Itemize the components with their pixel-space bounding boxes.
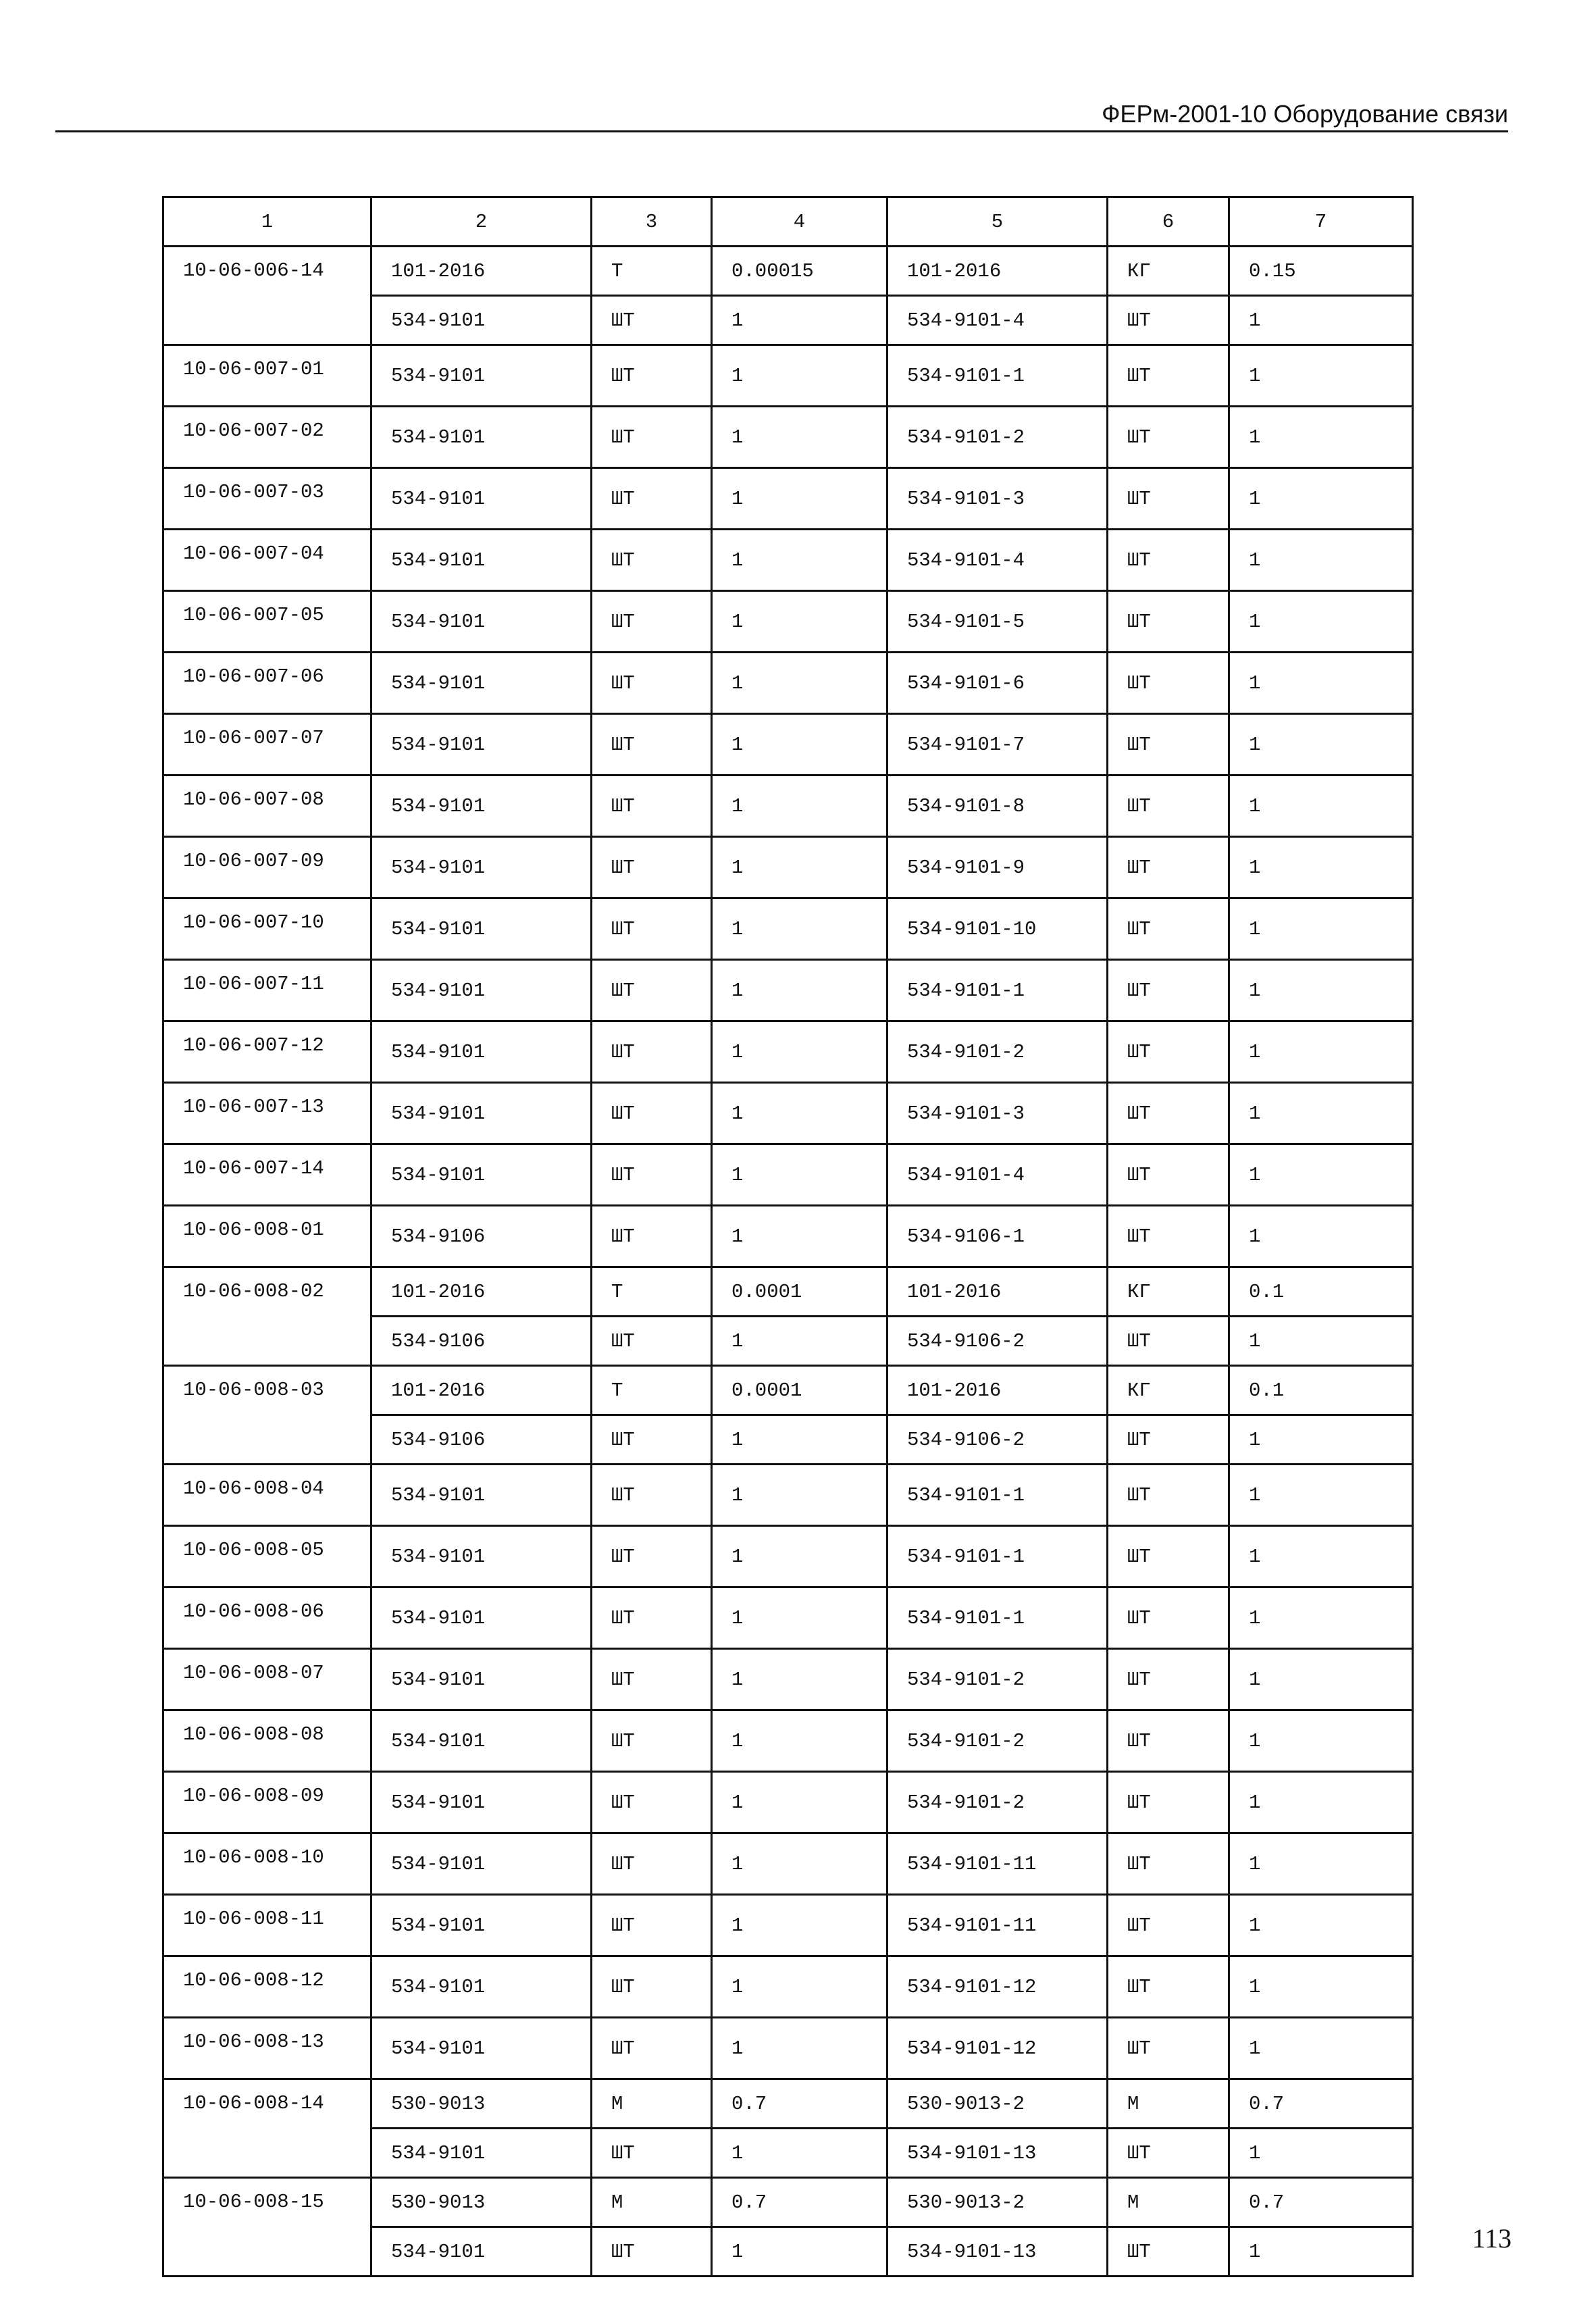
cell-unit: Т [592,1366,712,1415]
cell-material-unit: ШТ [1108,1526,1229,1587]
cell-unit: ШТ [592,898,712,960]
cell-material-quantity: 1 [1229,1649,1413,1710]
column-header: 1 [163,197,371,247]
column-header: 5 [887,197,1108,247]
cell-material-code: 534-9101-1 [887,1465,1108,1526]
cell-quantity: 1 [712,468,887,530]
table-row [163,530,1413,591]
cell-norm-code: 10-06-007-13 [163,1083,371,1144]
cell-resource-code: 534-9101 [371,530,592,591]
cell-norm-code: 10-06-007-07 [163,714,371,776]
cell-norm-code: 10-06-007-08 [163,776,371,837]
cell-resource-code: 534-9101 [371,1772,592,1833]
cell-resource-code: 534-9101 [371,1083,592,1144]
cell-material-unit: ШТ [1108,296,1229,345]
cell-material-code: 530-9013-2 [887,2079,1108,2129]
cell-material-unit: ШТ [1108,837,1229,898]
cell-unit: ШТ [592,530,712,591]
cell-material-quantity: 1 [1229,407,1413,468]
cell-norm-code: 10-06-007-04 [163,530,371,591]
cell-material-unit: ШТ [1108,898,1229,960]
cell-quantity: 0.0001 [712,1366,887,1415]
table-row [163,714,1413,776]
cell-material-quantity: 1 [1229,530,1413,591]
table-header-row [163,197,1413,247]
cell-unit: ШТ [592,1083,712,1144]
cell-material-unit: ШТ [1108,1772,1229,1833]
cell-material-quantity: 1 [1229,1083,1413,1144]
cell-resource-code: 534-9101 [371,1956,592,2018]
cell-quantity: 1 [712,1526,887,1587]
cell-material-quantity: 1 [1229,2018,1413,2079]
cell-unit: ШТ [592,837,712,898]
cell-unit: ШТ [592,1415,712,1465]
cell-norm-code: 10-06-008-04 [163,1465,371,1526]
cell-material-code: 534-9101-3 [887,468,1108,530]
table-row [163,2018,1413,2079]
table-row [163,1366,1413,1415]
table-row [163,591,1413,653]
cell-quantity: 1 [712,1083,887,1144]
cell-material-code: 534-9101-2 [887,1649,1108,1710]
cell-material-code: 534-9101-9 [887,837,1108,898]
cell-material-quantity: 1 [1229,1021,1413,1083]
cell-material-unit: ШТ [1108,591,1229,653]
table-row [163,2079,1413,2129]
cell-material-quantity: 1 [1229,1415,1413,1465]
cell-unit: ШТ [592,1465,712,1526]
cell-material-unit: ШТ [1108,345,1229,407]
cell-material-code: 534-9101-2 [887,407,1108,468]
cell-resource-code: 534-9101 [371,1649,592,1710]
table-row [163,776,1413,837]
cell-resource-code: 530-9013 [371,2178,592,2227]
cell-material-code: 534-9101-2 [887,1021,1108,1083]
cell-resource-code: 534-9101 [371,1021,592,1083]
cell-material-code: 534-9101-11 [887,1895,1108,1956]
cell-resource-code: 534-9101 [371,1144,592,1206]
cell-quantity: 0.0001 [712,1267,887,1317]
table-row [163,247,1413,296]
cell-material-quantity: 1 [1229,1710,1413,1772]
cell-resource-code: 534-9101 [371,714,592,776]
cell-quantity: 1 [712,1144,887,1206]
table-row [163,345,1413,407]
cell-material-code: 530-9013-2 [887,2178,1108,2227]
table-row [163,1956,1413,2018]
cell-material-unit: КГ [1108,1267,1229,1317]
cell-material-code: 534-9101-10 [887,898,1108,960]
cell-material-unit: ШТ [1108,407,1229,468]
cell-unit: ШТ [592,1649,712,1710]
cell-quantity: 1 [712,898,887,960]
cell-resource-code: 534-9101 [371,2227,592,2277]
cell-material-code: 101-2016 [887,1267,1108,1317]
table-row [163,1710,1413,1772]
cell-material-quantity: 0.1 [1229,1366,1413,1415]
cell-unit: М [592,2178,712,2227]
cell-material-unit: ШТ [1108,776,1229,837]
cell-material-quantity: 1 [1229,960,1413,1021]
cell-material-quantity: 1 [1229,1833,1413,1895]
cell-material-unit: ШТ [1108,714,1229,776]
cell-material-code: 534-9101-4 [887,530,1108,591]
cell-unit: ШТ [592,1833,712,1895]
cell-unit: ШТ [592,407,712,468]
cell-unit: ШТ [592,714,712,776]
cell-norm-code: 10-06-007-03 [163,468,371,530]
cell-unit: ШТ [592,960,712,1021]
cell-material-quantity: 1 [1229,1772,1413,1833]
cell-norm-code: 10-06-008-12 [163,1956,371,2018]
table-row [163,1772,1413,1833]
cell-material-quantity: 1 [1229,345,1413,407]
cell-material-code: 534-9101-1 [887,960,1108,1021]
cell-unit: ШТ [592,1772,712,1833]
table-row [163,407,1413,468]
table-row [163,1206,1413,1267]
cell-unit: ШТ [592,2129,712,2178]
cell-resource-code: 534-9101 [371,653,592,714]
cell-resource-code: 534-9101 [371,776,592,837]
cell-unit: ШТ [592,1526,712,1587]
cell-quantity: 1 [712,345,887,407]
cell-material-quantity: 0.7 [1229,2178,1413,2227]
table-row [163,1526,1413,1587]
cell-material-code: 534-9106-2 [887,1415,1108,1465]
cell-unit: ШТ [592,776,712,837]
cell-norm-code: 10-06-007-14 [163,1144,371,1206]
cell-material-code: 534-9101-11 [887,1833,1108,1895]
cell-material-quantity: 1 [1229,837,1413,898]
table-row [163,1587,1413,1649]
cell-norm-code: 10-06-007-11 [163,960,371,1021]
cell-material-unit: ШТ [1108,1415,1229,1465]
cell-quantity: 1 [712,2129,887,2178]
cell-quantity: 1 [712,1317,887,1366]
cell-resource-code: 534-9106 [371,1317,592,1366]
cell-material-quantity: 1 [1229,776,1413,837]
cell-unit: ШТ [592,1317,712,1366]
cell-material-quantity: 1 [1229,1465,1413,1526]
cell-quantity: 1 [712,1895,887,1956]
cell-material-quantity: 1 [1229,2129,1413,2178]
cell-material-unit: КГ [1108,1366,1229,1415]
cell-material-quantity: 1 [1229,2227,1413,2277]
cell-resource-code: 101-2016 [371,1267,592,1317]
header-rule [55,130,1508,132]
cell-material-quantity: 1 [1229,468,1413,530]
cell-material-quantity: 1 [1229,1144,1413,1206]
table-row [163,1895,1413,1956]
cell-norm-code: 10-06-008-11 [163,1895,371,1956]
cell-material-code: 101-2016 [887,1366,1108,1415]
cell-material-unit: М [1108,2079,1229,2129]
cell-unit: ШТ [592,1587,712,1649]
cell-unit: ШТ [592,468,712,530]
cell-material-quantity: 1 [1229,653,1413,714]
cell-quantity: 1 [712,296,887,345]
cell-material-code: 101-2016 [887,247,1108,296]
cell-quantity: 1 [712,1021,887,1083]
cell-norm-code: 10-06-007-02 [163,407,371,468]
cell-norm-code: 10-06-007-09 [163,837,371,898]
cell-norm-code: 10-06-008-15 [163,2178,371,2277]
table-row [163,1465,1413,1526]
cell-norm-code: 10-06-008-03 [163,1366,371,1465]
cell-unit: ШТ [592,591,712,653]
cell-unit: ШТ [592,1710,712,1772]
cell-quantity: 1 [712,837,887,898]
cell-quantity: 1 [712,1465,887,1526]
column-header: 6 [1108,197,1229,247]
cell-resource-code: 534-9101 [371,591,592,653]
cell-material-code: 534-9101-13 [887,2129,1108,2178]
cell-norm-code: 10-06-007-10 [163,898,371,960]
cell-unit: ШТ [592,2018,712,2079]
cell-material-code: 534-9101-4 [887,296,1108,345]
cell-material-quantity: 1 [1229,714,1413,776]
cell-material-quantity: 1 [1229,1956,1413,2018]
cell-resource-code: 534-9101 [371,1833,592,1895]
cell-unit: ШТ [592,2227,712,2277]
cell-quantity: 1 [712,714,887,776]
cell-material-code: 534-9101-8 [887,776,1108,837]
cell-material-quantity: 1 [1229,1895,1413,1956]
cell-norm-code: 10-06-006-14 [163,247,371,345]
cell-quantity: 1 [712,1206,887,1267]
table-row [163,898,1413,960]
cell-material-quantity: 0.7 [1229,2079,1413,2129]
cell-material-unit: ШТ [1108,2227,1229,2277]
cell-quantity: 1 [712,591,887,653]
cell-material-code: 534-9101-1 [887,1587,1108,1649]
table-row [163,468,1413,530]
cell-material-unit: ШТ [1108,1317,1229,1366]
cell-material-quantity: 0.15 [1229,247,1413,296]
cell-quantity: 1 [712,776,887,837]
cell-unit: ШТ [592,345,712,407]
cell-resource-code: 534-9101 [371,2129,592,2178]
column-header: 4 [712,197,887,247]
cell-unit: ШТ [592,1956,712,2018]
cell-norm-code: 10-06-008-01 [163,1206,371,1267]
cell-norm-code: 10-06-008-10 [163,1833,371,1895]
cell-norm-code: 10-06-008-13 [163,2018,371,2079]
cell-quantity: 0.7 [712,2178,887,2227]
cell-resource-code: 101-2016 [371,1366,592,1415]
cell-material-unit: ШТ [1108,1710,1229,1772]
cell-material-code: 534-9101-7 [887,714,1108,776]
cell-material-quantity: 1 [1229,1587,1413,1649]
page-number: 113 [1472,2223,1512,2254]
column-header: 3 [592,197,712,247]
cell-resource-code: 534-9101 [371,296,592,345]
cell-material-unit: ШТ [1108,1083,1229,1144]
cell-quantity: 1 [712,2018,887,2079]
cell-quantity: 0.7 [712,2079,887,2129]
table-row [163,1267,1413,1317]
cell-resource-code: 534-9101 [371,1895,592,1956]
cell-norm-code: 10-06-008-02 [163,1267,371,1366]
cell-unit: М [592,2079,712,2129]
cell-unit: Т [592,247,712,296]
column-header: 7 [1229,197,1413,247]
cell-quantity: 1 [712,530,887,591]
cell-material-code: 534-9101-5 [887,591,1108,653]
cell-quantity: 1 [712,1772,887,1833]
cell-material-unit: ШТ [1108,2018,1229,2079]
cell-norm-code: 10-06-007-12 [163,1021,371,1083]
table-row [163,653,1413,714]
cell-material-unit: ШТ [1108,1465,1229,1526]
cell-norm-code: 10-06-008-14 [163,2079,371,2178]
cell-material-quantity: 1 [1229,1526,1413,1587]
cell-quantity: 1 [712,1415,887,1465]
cell-resource-code: 534-9101 [371,1587,592,1649]
page-header-title: ФЕРм-2001-10 Оборудование связи [1102,100,1508,128]
cell-norm-code: 10-06-007-01 [163,345,371,407]
cell-unit: ШТ [592,1144,712,1206]
cell-material-code: 534-9101-1 [887,1526,1108,1587]
cell-material-code: 534-9101-12 [887,1956,1108,2018]
cell-quantity: 1 [712,1710,887,1772]
cell-unit: ШТ [592,1895,712,1956]
table-row [163,1833,1413,1895]
cell-quantity: 1 [712,960,887,1021]
cell-material-code: 534-9101-2 [887,1772,1108,1833]
column-header: 2 [371,197,592,247]
table-row [163,960,1413,1021]
cell-norm-code: 10-06-007-06 [163,653,371,714]
cell-material-quantity: 1 [1229,296,1413,345]
cell-material-unit: ШТ [1108,1833,1229,1895]
cell-quantity: 1 [712,1587,887,1649]
cell-resource-code: 530-9013 [371,2079,592,2129]
cell-resource-code: 534-9101 [371,1526,592,1587]
cell-resource-code: 534-9106 [371,1415,592,1465]
cell-material-code: 534-9101-4 [887,1144,1108,1206]
cell-material-code: 534-9101-1 [887,345,1108,407]
cell-quantity: 1 [712,2227,887,2277]
table-body [163,197,1413,2277]
cell-quantity: 1 [712,1833,887,1895]
cell-norm-code: 10-06-008-07 [163,1649,371,1710]
cell-material-unit: КГ [1108,247,1229,296]
cell-material-unit: ШТ [1108,2129,1229,2178]
resource-table [162,196,1414,2277]
cell-norm-code: 10-06-008-08 [163,1710,371,1772]
cell-norm-code: 10-06-008-09 [163,1772,371,1833]
cell-unit: ШТ [592,1021,712,1083]
cell-material-quantity: 1 [1229,1317,1413,1366]
cell-quantity: 0.00015 [712,247,887,296]
cell-resource-code: 534-9101 [371,407,592,468]
cell-resource-code: 101-2016 [371,247,592,296]
cell-material-code: 534-9101-2 [887,1710,1108,1772]
cell-material-quantity: 1 [1229,1206,1413,1267]
cell-material-unit: ШТ [1108,1895,1229,1956]
cell-material-code: 534-9101-13 [887,2227,1108,2277]
cell-quantity: 1 [712,1956,887,2018]
cell-material-quantity: 0.1 [1229,1267,1413,1317]
table-row [163,2178,1413,2227]
cell-material-unit: М [1108,2178,1229,2227]
cell-resource-code: 534-9106 [371,1206,592,1267]
cell-material-unit: ШТ [1108,1021,1229,1083]
cell-resource-code: 534-9101 [371,2018,592,2079]
cell-material-unit: ШТ [1108,1587,1229,1649]
cell-material-unit: ШТ [1108,653,1229,714]
cell-norm-code: 10-06-008-06 [163,1587,371,1649]
cell-resource-code: 534-9101 [371,1710,592,1772]
cell-material-unit: ШТ [1108,960,1229,1021]
cell-norm-code: 10-06-008-05 [163,1526,371,1587]
cell-resource-code: 534-9101 [371,468,592,530]
cell-resource-code: 534-9101 [371,1465,592,1526]
cell-material-unit: ШТ [1108,1956,1229,2018]
cell-material-unit: ШТ [1108,1144,1229,1206]
cell-resource-code: 534-9101 [371,898,592,960]
cell-norm-code: 10-06-007-05 [163,591,371,653]
cell-material-unit: ШТ [1108,1649,1229,1710]
cell-unit: ШТ [592,653,712,714]
table-row [163,837,1413,898]
cell-material-unit: ШТ [1108,1206,1229,1267]
cell-quantity: 1 [712,407,887,468]
cell-resource-code: 534-9101 [371,837,592,898]
cell-material-quantity: 1 [1229,591,1413,653]
cell-unit: ШТ [592,296,712,345]
cell-material-code: 534-9101-6 [887,653,1108,714]
cell-resource-code: 534-9101 [371,960,592,1021]
cell-quantity: 1 [712,653,887,714]
cell-quantity: 1 [712,1649,887,1710]
cell-material-code: 534-9101-12 [887,2018,1108,2079]
cell-unit: ШТ [592,1206,712,1267]
table-row [163,1144,1413,1206]
cell-material-quantity: 1 [1229,898,1413,960]
cell-material-code: 534-9106-2 [887,1317,1108,1366]
cell-material-unit: ШТ [1108,530,1229,591]
table-row [163,1021,1413,1083]
cell-material-unit: ШТ [1108,468,1229,530]
table-row [163,1649,1413,1710]
cell-unit: Т [592,1267,712,1317]
cell-material-code: 534-9106-1 [887,1206,1108,1267]
cell-material-code: 534-9101-3 [887,1083,1108,1144]
cell-resource-code: 534-9101 [371,345,592,407]
table-row [163,1083,1413,1144]
